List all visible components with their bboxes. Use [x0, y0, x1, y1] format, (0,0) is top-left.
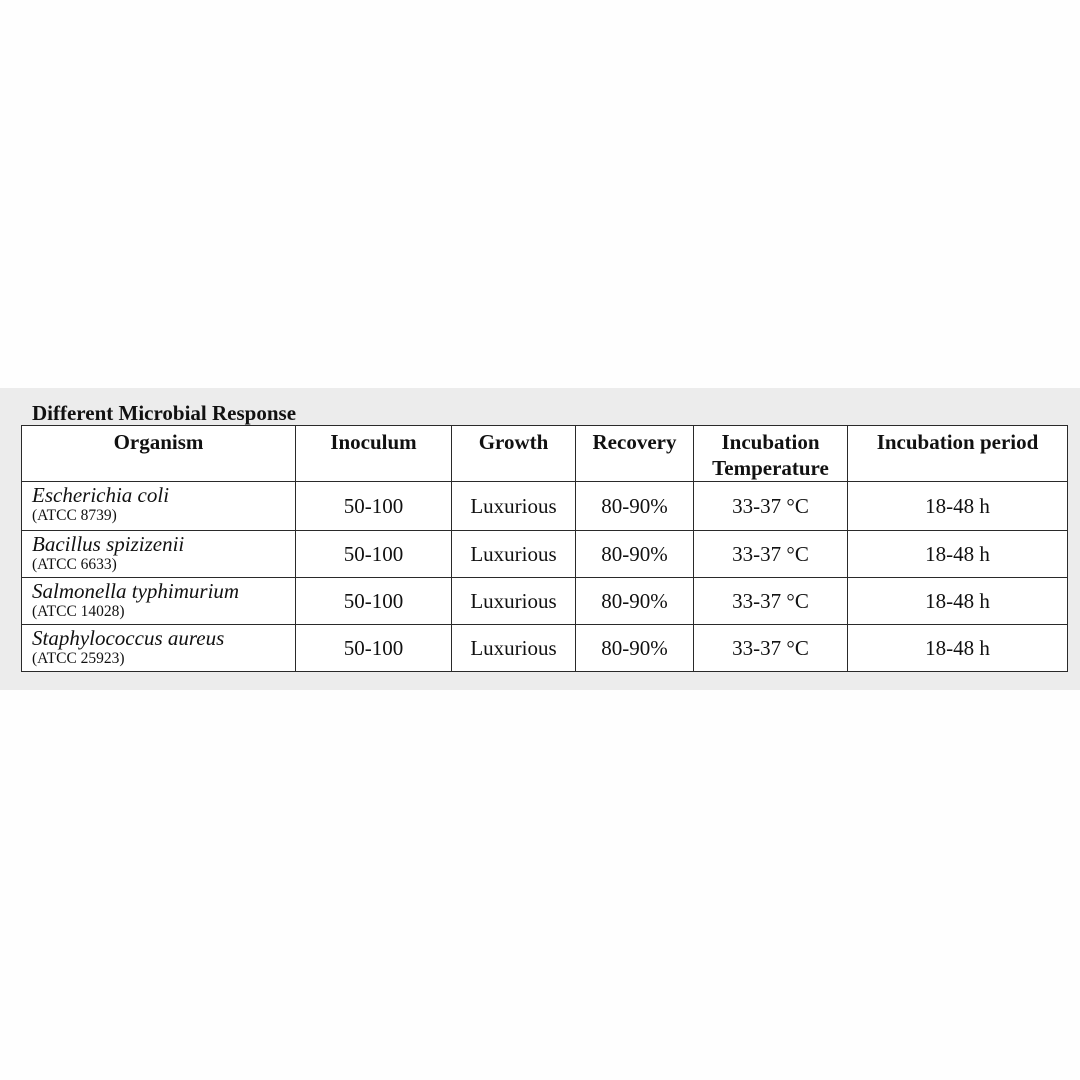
organism-cell — [22, 578, 296, 625]
organism-strain: (ATCC 8739) — [32, 507, 117, 524]
temperature-cell: 33-37 °C — [694, 625, 848, 672]
header-inoculum: Inoculum — [296, 426, 452, 482]
table-row — [22, 578, 1068, 625]
header-row — [22, 426, 1068, 482]
organism-strain: (ATCC 6633) — [32, 556, 117, 573]
period-cell: 18-48 h — [848, 482, 1068, 531]
microbial-response-table — [21, 425, 1068, 672]
growth-cell: Luxurious — [452, 531, 576, 578]
organism-cell — [22, 482, 296, 531]
recovery-cell: 80-90% — [576, 482, 694, 531]
header-growth: Growth — [452, 426, 576, 482]
temperature-cell: 33-37 °C — [694, 482, 848, 531]
organism-name: Escherichia coli — [32, 483, 170, 507]
table-row — [22, 625, 1068, 672]
inoculum-cell: 50-100 — [296, 531, 452, 578]
temperature-cell: 33-37 °C — [694, 578, 848, 625]
inoculum-cell: 50-100 — [296, 625, 452, 672]
header-organism: Organism — [22, 426, 296, 482]
table-title: Different Microbial Response — [32, 401, 297, 425]
table-row — [22, 482, 1068, 531]
organism-name: Bacillus spizizenii — [32, 532, 185, 556]
inoculum-cell: 50-100 — [296, 482, 452, 531]
recovery-cell: 80-90% — [576, 578, 694, 625]
table-row — [22, 531, 1068, 578]
temperature-cell: 33-37 °C — [694, 531, 848, 578]
organism-name: Salmonella typhimurium — [32, 579, 240, 603]
growth-cell: Luxurious — [452, 482, 576, 531]
header-incubation-period: Incubation period — [848, 426, 1068, 482]
period-cell: 18-48 h — [848, 578, 1068, 625]
period-cell: 18-48 h — [848, 625, 1068, 672]
organism-cell — [22, 531, 296, 578]
growth-cell: Luxurious — [452, 625, 576, 672]
organism-strain: (ATCC 25923) — [32, 650, 125, 667]
recovery-cell: 80-90% — [576, 531, 694, 578]
header-incubation-temperature: Incubation Temperature — [694, 426, 848, 482]
header-recovery: Recovery — [576, 426, 694, 482]
period-cell: 18-48 h — [848, 531, 1068, 578]
organism-name: Staphylococcus aureus — [32, 626, 225, 650]
organism-strain: (ATCC 14028) — [32, 603, 125, 620]
recovery-cell: 80-90% — [576, 625, 694, 672]
growth-cell: Luxurious — [452, 578, 576, 625]
inoculum-cell: 50-100 — [296, 578, 452, 625]
organism-cell — [22, 625, 296, 672]
